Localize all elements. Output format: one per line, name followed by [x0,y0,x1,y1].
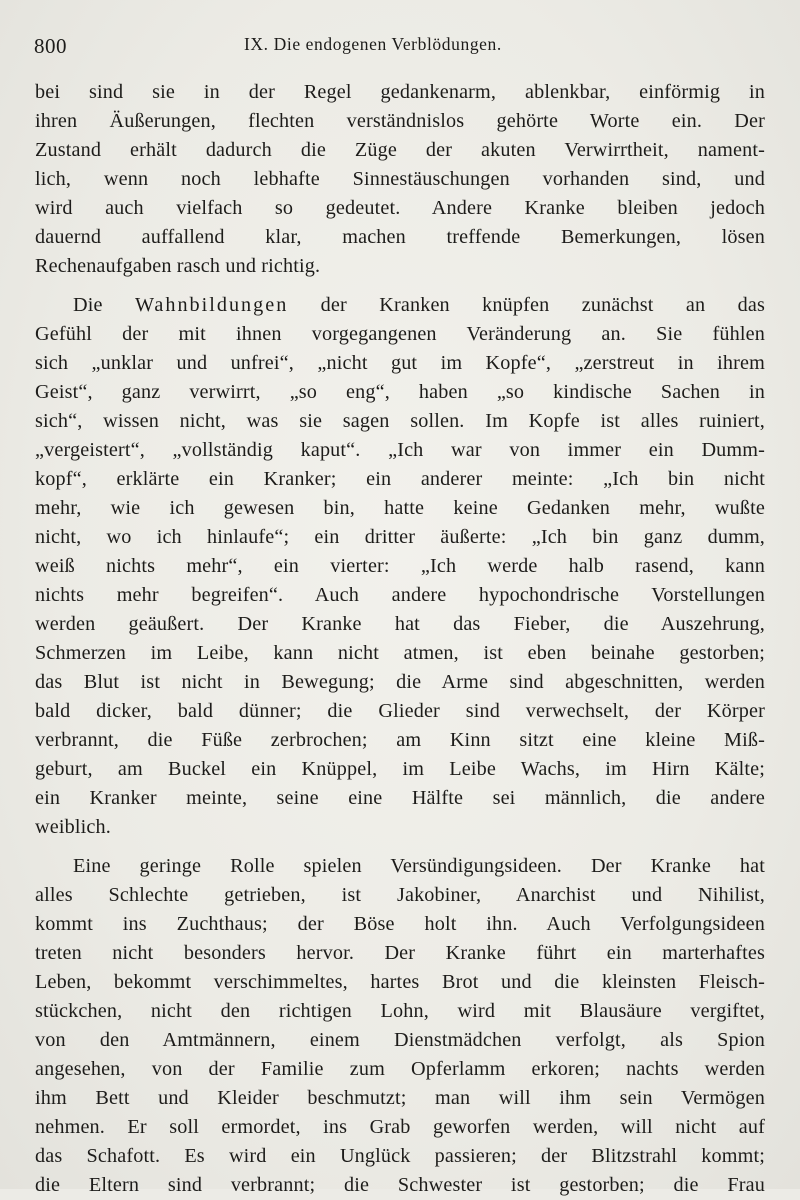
text-line: ihren Äußerungen, flechten verständnislos gehörte Worte ein. Der [35,110,765,132]
page-header [34,30,760,60]
body-text [35,78,765,1200]
text-line: verbrannt, die Füße zerbrochen; am Kinn sitzt eine kleine Miß- [35,729,765,751]
text-line: dauernd auffallend klar, machen treffende Bemerkungen, lösen [35,226,765,248]
text-line: kopf“, erklärte ein Kranker; ein anderer meinte: „Ich bin nicht [35,468,765,490]
text-line: Gefühl der mit ihnen vorgegangenen Veränderung an. Sie fühlen [35,323,765,345]
text-line: das Blut ist nicht in Bewegung; die Arme sind abgeschnitten, werden [35,671,765,693]
text-line: ihm Bett und Kleider beschmutzt; man will ihm sein Vermögen [35,1087,765,1109]
text-line: sich“, wissen nicht, was sie sagen sollen. Im Kopfe ist alles ruiniert, [35,410,765,432]
text-line: Leben, bekommt verschimmeltes, hartes Brot und die kleinsten Fleisch- [35,971,765,993]
text-line: Eine geringe Rolle spielen Versündigungsideen. Der Kranke hat [73,855,765,877]
text-line [35,291,765,320]
text-fragment: der Kranken knüpfen zunächst an das [288,294,766,316]
paragraph-2 [35,291,765,842]
text-line: bei sind sie in der Regel gedankenarm, ablenkbar, einförmig in [35,81,765,103]
paragraph-1 [35,78,765,281]
text-line: sich „unklar und unfrei“, „nicht gut im Kopfe“, „zerstreut in ihrem [35,352,765,374]
text-line: von den Amtmännern, einem Dienstmädchen verfolgt, als Spion [35,1029,765,1051]
paragraph-3 [35,852,765,1200]
text-line: die Eltern sind verbrannt; die Schwester ist gestorben; die Frau [35,1174,765,1196]
text-line: Geist“, ganz verwirrt, „so eng“, haben „so kindische Sachen in [35,381,765,403]
text-line: wird auch vielfach so gedeutet. Andere Kranke bleiben jedoch [35,197,765,219]
text-line: weiß nichts mehr“, ein vierter: „Ich werde halb rasend, kann [35,555,765,577]
text-line: werden geäußert. Der Kranke hat das Fieber, die Auszehrung, [35,613,765,635]
text-fragment: Die [73,294,135,316]
text-line: geburt, am Buckel ein Knüppel, im Leibe Wachs, im Hirn Kälte; [35,758,765,780]
text-line: nichts mehr begreifen“. Auch andere hypochondrische Vorstellungen [35,584,765,606]
page-number: 800 [34,34,67,58]
text-line: nicht, wo ich hinlaufe“; ein dritter äußerte: „Ich bin ganz dumm, [35,526,765,548]
text-line: alles Schlechte getrieben, ist Jakobiner, Anarchist und Nihilist, [35,884,765,906]
text-line: angesehen, von der Familie zum Opferlamm erkoren; nachts werden [35,1058,765,1080]
emphasized-term: Wahnbildungen [134,294,289,316]
text-line: bald dicker, bald dünner; die Glieder sind verwechselt, der Körper [35,700,765,722]
text-line: mehr, wie ich gewesen bin, hatte keine Gedanken mehr, wußte [35,497,765,519]
text-line: stückchen, nicht den richtigen Lohn, wird mit Blausäure vergiftet, [35,1000,765,1022]
text-line: Rechenaufgaben rasch und richtig. [35,255,321,277]
text-line: Zustand erhält dadurch die Züge der akuten Verwirrtheit, nament- [35,139,765,161]
text-line: kommt ins Zuchthaus; der Böse holt ihn. Auch Verfolgungsideen [35,913,765,935]
text-line: „vergeistert“, „vollständig kaput“. „Ich war von immer ein Dumm- [35,439,765,461]
text-line: das Schafott. Es wird ein Unglück passieren; der Blitzstrahl kommt; [35,1145,765,1167]
text-line: lich, wenn noch lebhafte Sinnestäuschungen vorhanden sind, und [35,168,765,190]
text-line: Schmerzen im Leibe, kann nicht atmen, ist eben beinahe gestorben; [35,642,765,664]
text-line: nehmen. Er soll ermordet, ins Grab geworfen werden, will nicht auf [35,1116,765,1138]
text-line: ein Kranker meinte, seine eine Hälfte sei männlich, die andere [35,787,765,809]
text-line: weiblich. [35,816,111,838]
running-head: IX. Die endogenen Verblödungen. [244,34,502,54]
text-line: treten nicht besonders hervor. Der Kranke führt ein marterhaftes [35,942,765,964]
